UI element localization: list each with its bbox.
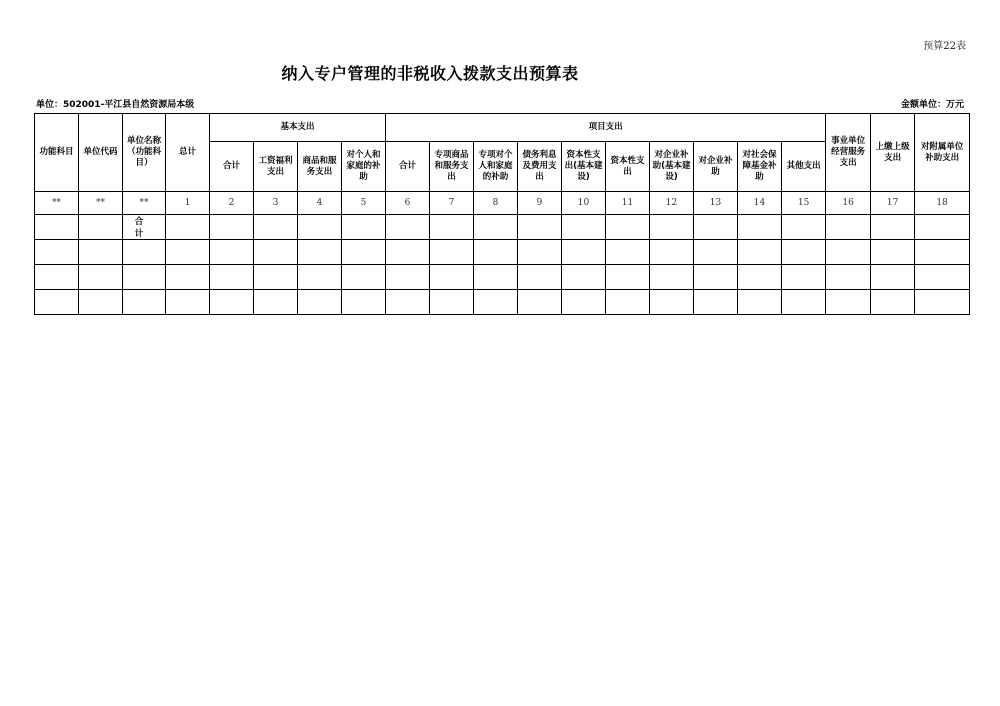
index-cell: 15 [782,192,826,215]
table-row [35,240,970,265]
table-cell [254,215,298,240]
header-project-household: 专项对个人和家庭的补助 [474,142,518,192]
index-cell: 5 [342,192,386,215]
header-total: 总计 [166,114,210,192]
page-title: 纳入专户管理的非税收入拨款支出预算表 [281,64,579,83]
budget-table [34,113,970,315]
index-cell: 2 [210,192,254,215]
index-cell: 11 [606,192,650,215]
index-cell: 10 [562,192,606,215]
index-cell: ** [123,192,166,215]
unit-label: 单位：502001-平江县自然资源局本级 [36,100,195,110]
header-project-capital: 资本性支出 [606,142,650,192]
table-row [35,290,970,315]
header-subsidiary: 对附属单位补助支出 [915,114,970,192]
header-business: 事业单位经营服务支出 [826,114,871,192]
header-project-group: 项目支出 [386,114,826,142]
header-project-enterprise: 对企业补助 [694,142,738,192]
header-project-capital-construction: 资本性支出(基本建设) [562,142,606,192]
index-cell: 12 [650,192,694,215]
table-cell [518,215,562,240]
table-cell [826,215,871,240]
index-cell: 17 [871,192,915,215]
header-project-social-security: 对社会保障基金补助 [738,142,782,192]
header-basic-goods: 商品和服务支出 [298,142,342,192]
header-project-goods: 专项商品和服务支出 [430,142,474,192]
header-unit-code: 单位代码 [79,114,123,192]
table-cell [430,215,474,240]
index-cell: 9 [518,192,562,215]
table-cell [79,215,123,240]
table-cell [650,215,694,240]
index-cell: 3 [254,192,298,215]
total-row [35,215,970,240]
header-unit-name: 单位名称（功能科目） [123,114,166,192]
index-cell: 7 [430,192,474,215]
table-cell [298,215,342,240]
table-cell [694,215,738,240]
index-cell: 6 [386,192,430,215]
index-cell: 13 [694,192,738,215]
table-cell [606,215,650,240]
header-basic-household: 对个人和家庭的补助 [342,142,386,192]
index-cell: 4 [298,192,342,215]
table-cell [782,215,826,240]
index-cell: 16 [826,192,871,215]
table-row [35,265,970,290]
header-remit: 上缴上级支出 [871,114,915,192]
table-cell [562,215,606,240]
form-code: 预算22表 [923,41,966,52]
index-cell: 14 [738,192,782,215]
header-basic-group: 基本支出 [210,114,386,142]
index-cell: ** [79,192,123,215]
table-cell [871,215,915,240]
header-project-total: 合计 [386,142,430,192]
table-cell [35,215,79,240]
header-project-enterprise-construction: 对企业补助(基本建设) [650,142,694,192]
index-cell: 1 [166,192,210,215]
total-row-label: 合 计 [123,215,166,240]
header-basic-wages: 工资福利支出 [254,142,298,192]
column-index-row [35,192,970,215]
amount-unit-label: 金额单位：万元 [900,100,964,110]
header-project-other: 其他支出 [782,142,826,192]
table-cell [342,215,386,240]
header-project-debt: 债务利息及费用支出 [518,142,562,192]
header-basic-total: 合计 [210,142,254,192]
index-cell: 18 [915,192,970,215]
table-cell [738,215,782,240]
table-cell [166,215,210,240]
header-func-subject: 功能科目 [35,114,79,192]
table-cell [915,215,970,240]
table-cell [474,215,518,240]
table-cell [386,215,430,240]
index-cell: ** [35,192,79,215]
index-cell: 8 [474,192,518,215]
table-cell [210,215,254,240]
